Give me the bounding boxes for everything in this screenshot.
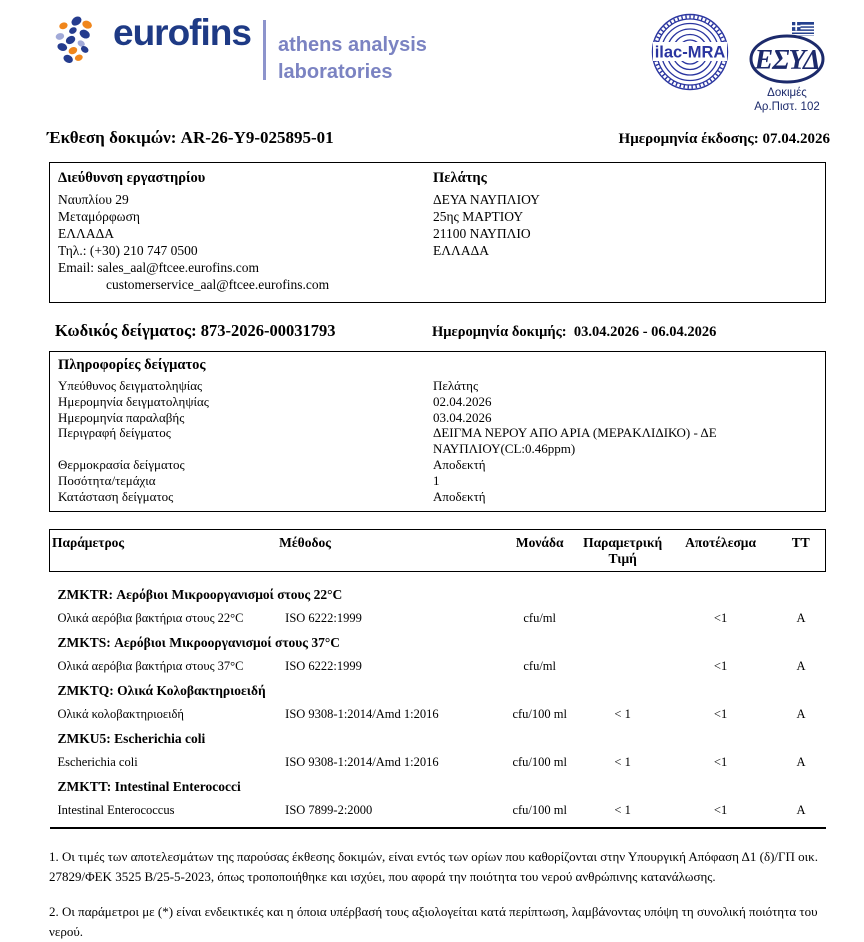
sample-info-value: Αποδεκτή (433, 488, 486, 504)
sample-code-row (55, 321, 826, 341)
header-tt: TT (777, 530, 826, 572)
sample-info-label: Κατάσταση δείγματος (58, 488, 174, 504)
cell-parametric (581, 652, 665, 676)
cell-result: <1 (713, 658, 728, 673)
report-title (47, 128, 334, 148)
sample-info-row (58, 425, 817, 457)
sample-info-box (49, 351, 826, 512)
client-column (433, 170, 817, 293)
cell-unit: cfu/ml (523, 610, 557, 625)
section-row (50, 772, 826, 796)
sample-info-row (58, 378, 817, 394)
section-title: ZMKTR: Αερόβιοι Μικροοργανισμοί στους 22°C (57, 586, 343, 602)
footnote-1: 1. Οι τιμές των αποτελεσμάτων της παρούσας έκθεσης δοκιμών, είναι εντός των ορίων που καθορίζονται στην Υπουργική Απόφαση Δ1 (δ)/ΓΠ οικ. 27829/ΦΕΚ 3525 Β/25-5-2023, όπως τροποποιήθηκε και ισχύει, που αφορά την ποιότητα του νερού ανθρώπινης κατανάλωσης. (49, 848, 818, 884)
sample-info-label: Θερμοκρασία δείγματος (58, 456, 185, 472)
cell-parameter: Ολικά κολοβακτηριοειδή (57, 706, 184, 721)
masthead (55, 8, 830, 112)
cell-parameter: Escherichia coli (57, 754, 138, 769)
esyd-caption (754, 87, 820, 115)
section-title: ZMKTQ: Ολικά Κολοβακτηριοειδή (57, 682, 266, 698)
section-row (50, 676, 826, 700)
cell-unit: cfu/100 ml (512, 802, 567, 817)
cell-unit: cfu/ml (523, 658, 557, 673)
cell-method: ISO 6222:1999 (285, 610, 362, 625)
sample-info-row (58, 394, 817, 410)
eurofins-logo-icon (55, 14, 105, 66)
cell-tt: A (796, 754, 806, 769)
esyd-caption-line2: Αρ.Πιστ. 102 (754, 100, 820, 113)
cell-tt: A (796, 658, 806, 673)
lab-address-line: Ναυπλίου 29 (58, 192, 129, 207)
ilac-mra-logo-icon (650, 12, 730, 92)
header-parameter: Παράμετρος (50, 530, 278, 572)
sample-code (55, 321, 432, 341)
cell-parameter: Ολικά αερόβια βακτήρια στους 22°C (57, 610, 244, 625)
eurofins-wordmark: eurofins (113, 12, 251, 53)
lab-address-line: Μεταμόρφωση (58, 209, 140, 224)
test-date (432, 324, 716, 341)
header-unit: Μονάδα (499, 530, 581, 572)
client-address-line: 25ης ΜΑΡΤΙΟΥ (433, 209, 524, 224)
sample-info-label: Ημερομηνία δειγματοληψίας (58, 393, 209, 409)
sample-info-row (58, 457, 817, 473)
lab-email-primary: Email: sales_aal@ftcee.eurofins.com (58, 260, 259, 275)
lab-email-secondary: customerservice_aal@ftcee.eurofins.com (106, 277, 330, 292)
cell-method: ISO 9308-1:2014/Amd 1:2016 (285, 754, 439, 769)
cell-parameter: Intestinal Enterococcus (57, 802, 175, 817)
sample-description-value: ΔΕΙΓΜΑ ΝΕΡΟΥ ΑΠΟ ΑΡΙΑ (ΜΕΡΑΚΛΙΔΙΚΟ) - ΔΕ ΝΑΥΠΛΙΟΥ(CL:0.46ppm) (433, 425, 717, 457)
sample-info-label: Περιγραφή δείγματος (58, 425, 171, 441)
esyd-caption-line1: Δοκιμές (767, 87, 807, 99)
footnotes (49, 847, 827, 942)
cell-result: <1 (713, 754, 728, 769)
sample-info-value: 03.04.2026 (433, 409, 492, 425)
cell-unit: cfu/100 ml (512, 706, 567, 721)
sample-info-label: Υπεύθυνος δειγματοληψίας (58, 378, 203, 393)
lab-address-column (58, 170, 433, 293)
sample-info-value: 1 (433, 472, 440, 488)
sample-info-value: Αποδεκτή (433, 456, 486, 472)
sample-info-label: Ποσότητα/τεμάχια (58, 472, 156, 488)
sample-code-label: Κωδικός δείγματος: (55, 321, 197, 340)
results-table-header (50, 530, 826, 572)
cell-parametric: < 1 (614, 754, 631, 769)
table-row (50, 796, 826, 820)
client-name: ΔΕΥΑ ΝΑΥΠΛΙΟΥ (433, 192, 540, 207)
section-row (50, 628, 826, 652)
cell-result: <1 (713, 610, 728, 625)
brand-tagline (278, 32, 427, 86)
client-country: ΕΛΛΑΔΑ (433, 243, 490, 258)
cell-unit: cfu/100 ml (512, 754, 567, 769)
cell-method: ISO 6222:1999 (285, 658, 362, 673)
sample-info-label: Ημερομηνία παραλαβής (58, 409, 185, 425)
test-date-value: 03.04.2026 - 06.04.2026 (573, 324, 717, 340)
report-title-row (47, 128, 830, 148)
cell-parametric (581, 604, 665, 628)
header-result: Αποτέλεσμα (665, 530, 777, 572)
brand-tagline-line1: athens analysis (277, 34, 427, 56)
section-title: ZMKTS: Αερόβιοι Μικροοργανισμοί στους 37°C (57, 634, 341, 650)
client-address-line: 21100 ΝΑΥΠΛΙΟ (433, 226, 531, 241)
cell-tt: A (796, 610, 806, 625)
cell-tt: A (796, 802, 806, 817)
ilac-mra-label: ilac-MRA (654, 43, 726, 62)
issue-date-label: Ημερομηνία έκδοσης: (618, 131, 759, 147)
cell-method: ISO 9308-1:2014/Amd 1:2016 (285, 706, 439, 721)
client-title: Πελάτης (433, 170, 487, 186)
sample-info-row (58, 473, 817, 489)
lab-phone: Τηλ.: (+30) 210 747 0500 (58, 243, 198, 258)
brand-tagline-line2: laboratories (277, 61, 393, 83)
table-row (50, 748, 826, 772)
esyd-label: ΕΣΥΔ (754, 45, 820, 76)
greek-flag-icon (792, 22, 814, 36)
cell-parameter: Ολικά αερόβια βακτήρια στους 37°C (57, 658, 244, 673)
section-row (50, 580, 826, 604)
cell-result: <1 (713, 706, 728, 721)
report-number: AR-26-Y9-025895-01 (180, 128, 334, 147)
accreditation-logos (650, 12, 830, 115)
section-title: ZMKTT: Intestinal Enterococci (57, 778, 241, 794)
cell-parametric: < 1 (614, 706, 631, 721)
lab-address-line: ΕΛΛΑΔΑ (58, 226, 115, 241)
header-parametric-value: Παραμετρική Τιμή (581, 530, 665, 572)
sample-info-row (58, 410, 817, 426)
table-row (50, 700, 826, 724)
section-title: ZMKU5: Escherichia coli (57, 730, 206, 746)
esyd-logo-icon (744, 22, 830, 84)
table-row (50, 652, 826, 676)
cell-parametric: < 1 (614, 802, 631, 817)
lab-address-title: Διεύθυνση εργαστηρίου (58, 170, 206, 186)
cell-result: <1 (713, 802, 728, 817)
sample-code-value: 873-2026-00031793 (200, 321, 336, 340)
table-spacer (50, 572, 826, 580)
table-spacer (50, 820, 826, 828)
cell-tt: A (796, 706, 806, 721)
results-table (49, 529, 826, 829)
issue-date (619, 131, 830, 148)
sample-info-value: 02.04.2026 (433, 393, 492, 409)
lab-client-box (49, 162, 826, 303)
eurofins-brand (55, 8, 427, 86)
brand-divider (263, 20, 266, 80)
section-row (50, 724, 826, 748)
sample-info-value: Πελάτης (433, 378, 479, 393)
esyd-block (744, 22, 830, 115)
issue-date-value: 07.04.2026 (762, 131, 830, 147)
sample-info-title: Πληροφορίες δείγματος (58, 357, 206, 373)
cell-method: ISO 7899-2:2000 (285, 802, 373, 817)
test-date-label: Ημερομηνία δοκιμής: (432, 324, 567, 340)
footnote-2: 2. Οι παράμετροι με (*) είναι ενδεικτικές και η όποια υπέρβασή τους αξιολογείται κατά περίπτωση, λαμβάνοντας υπόψη τη συνολική ποιότητα του νερού. (49, 903, 818, 939)
sample-info-row (58, 489, 817, 505)
table-row (50, 604, 826, 628)
report-title-label: Έκθεση δοκιμών: (47, 128, 177, 147)
header-method: Μέθοδος (277, 530, 499, 572)
